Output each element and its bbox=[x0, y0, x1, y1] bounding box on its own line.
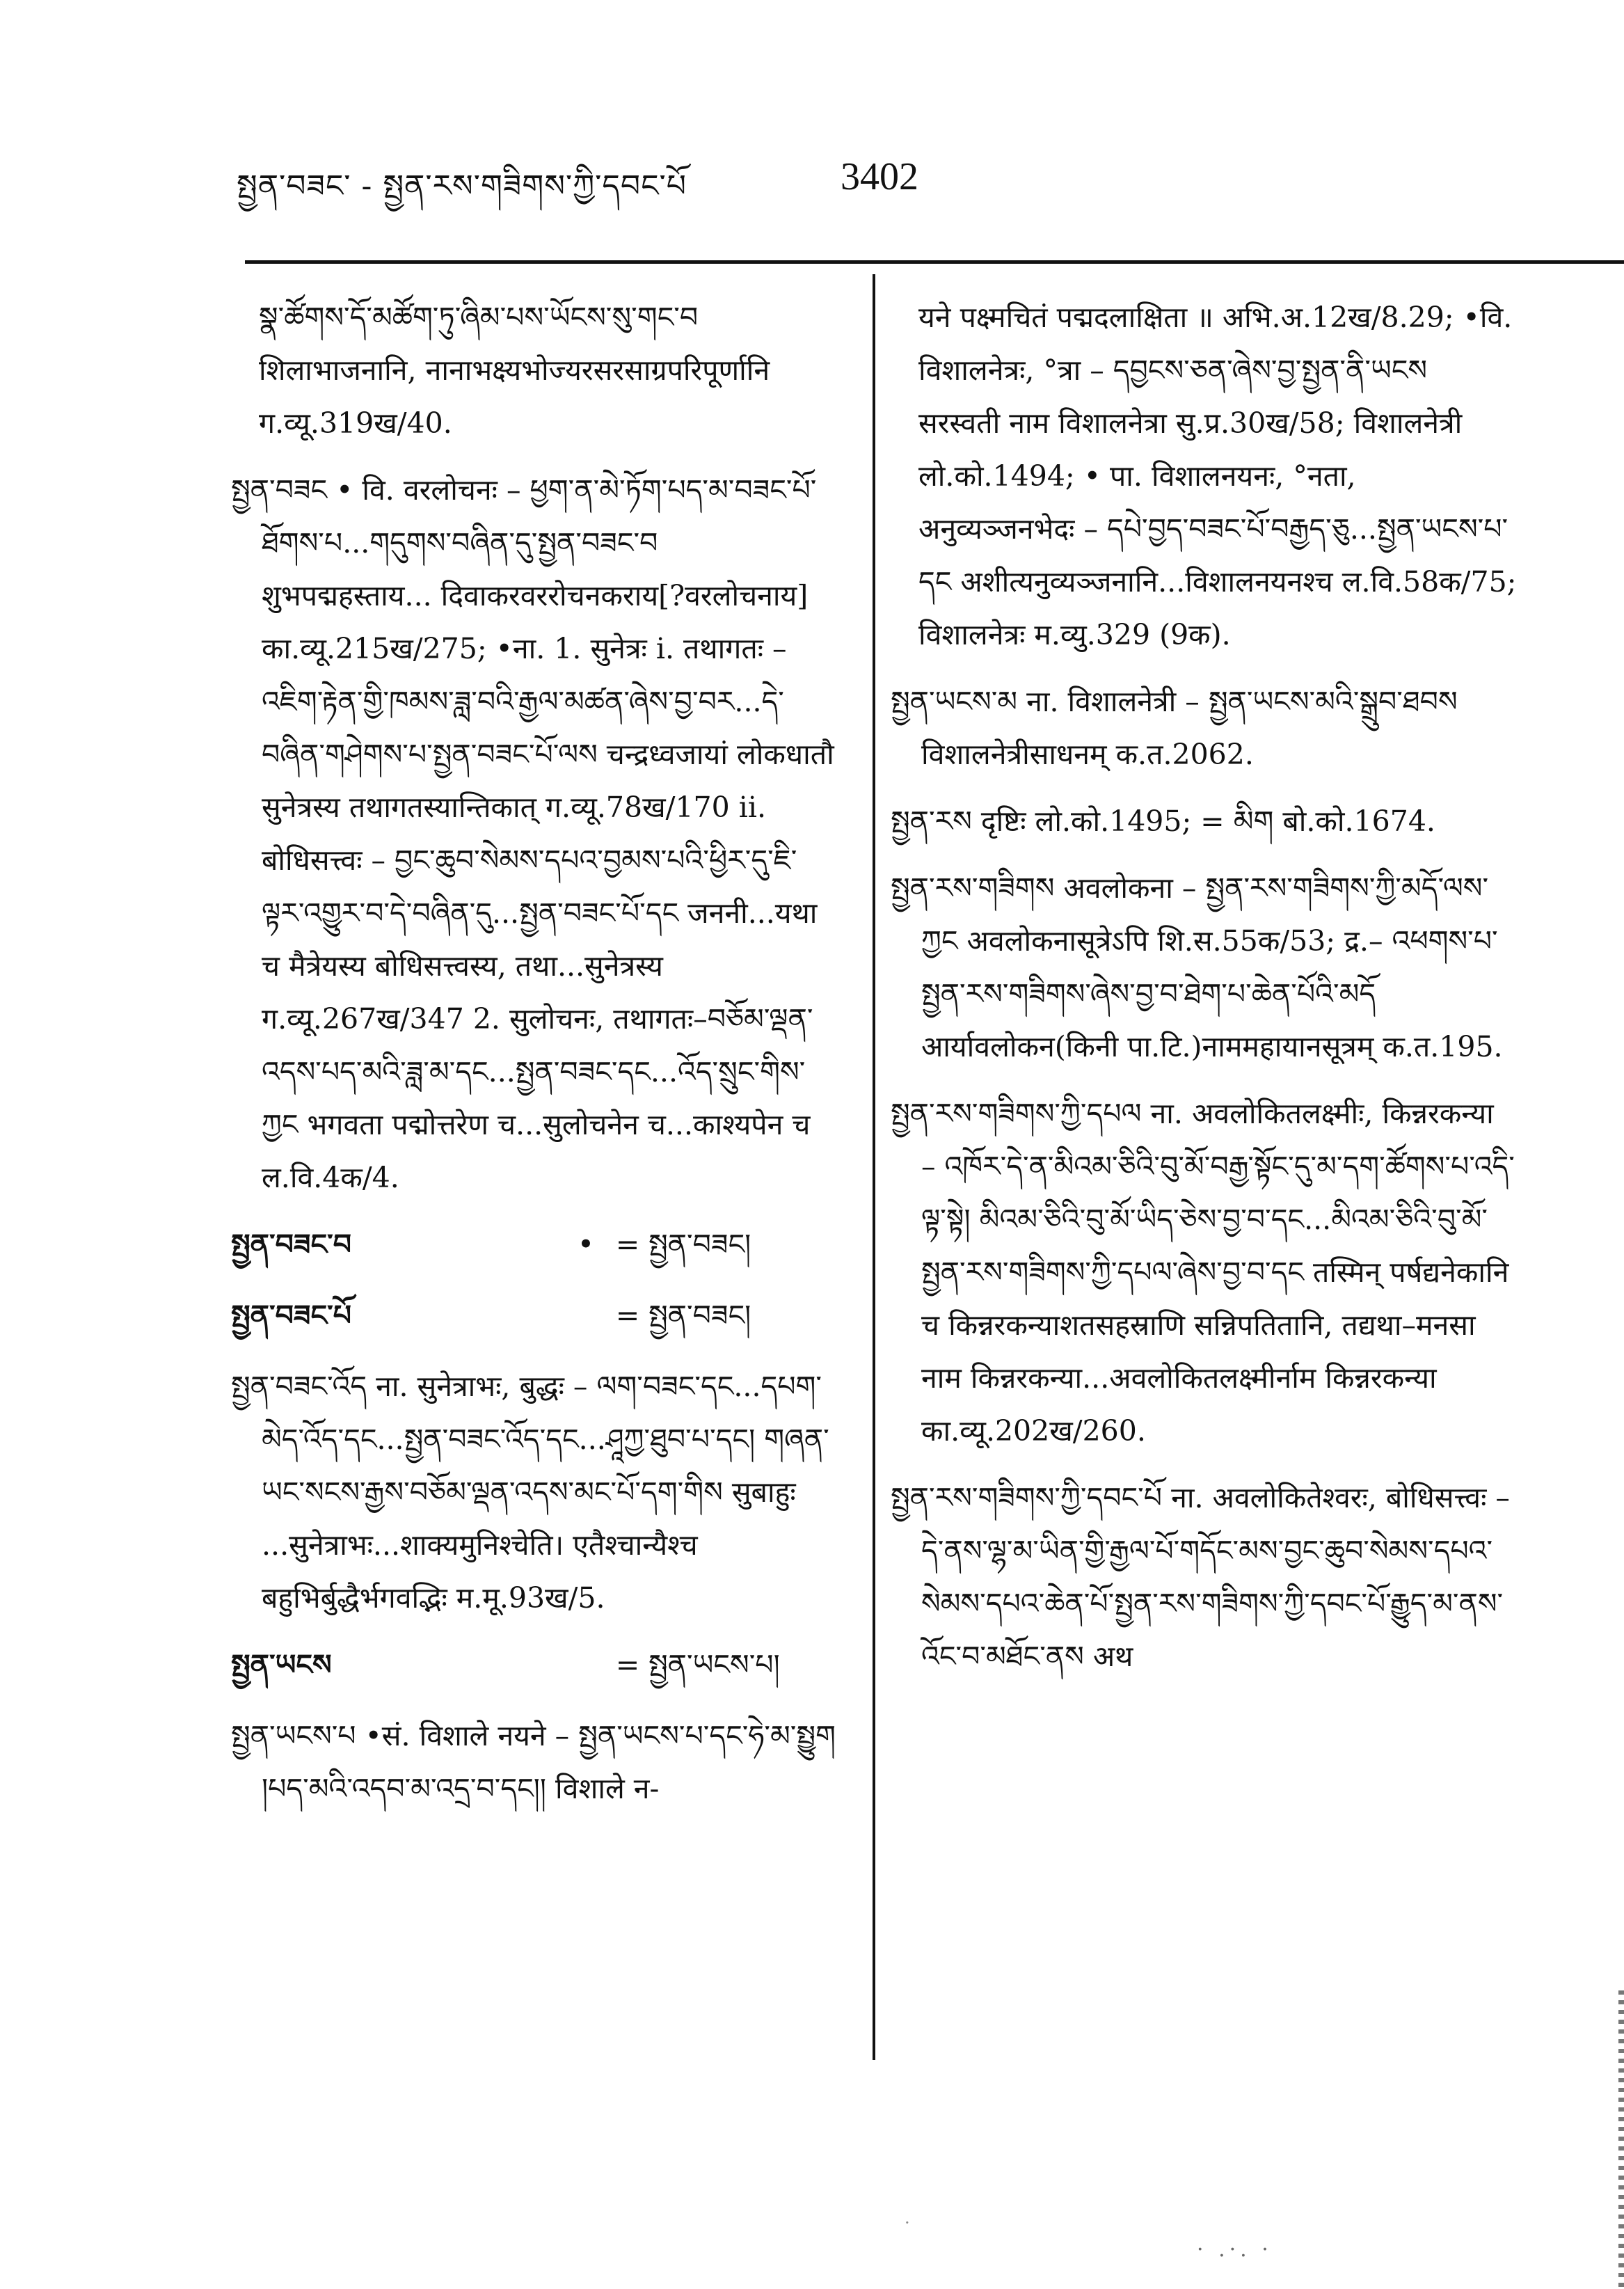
dictionary-entry: སྤྱན་རས་གཟིགས་ཀྱི་དཔལ ना. अवलोकितलक्ष्मीः, किन्नरकन्या – འཁོར་དེ་ན་མིའམ་ཅིའི་བུ་མོ་བརྒྱ་སྟོང་དུ་མ་དག་ཚོགས་པ་འདི་ལྟ་སྟེ། མིའམ་ཅིའི་བུ་མོ་ཡིད་ཅེས་བྱ་བ་དང...མིའམ་ཅིའི་བུ་མོ་སྤྱན་རས་གཟིགས་ཀྱི་དཔལ་ཞེས་བྱ་བ་དང तस्मिन् पर्षद्यनेकानि च किन्नरकन्याशतसहस्राणि सन्निपतितानि, तद्यथा–मनसा नाम किन्नरकन्या...अवलोकितलक्ष्मीर्नाम किन्नरकन्या का.व्यू.202ख/260. bbox=[891, 1097, 1515, 1448]
scan-specks: · .·. · bbox=[1197, 2237, 1273, 2262]
xref-equals: = bbox=[615, 1299, 640, 1332]
xref-target: སྤྱན་ཡངས་པ། bbox=[648, 1648, 780, 1681]
running-head: སྤྱན་བཟང་ - སྤྱན་རས་གཟིགས་ཀྱི་དབང་པོ bbox=[237, 168, 687, 204]
xref-target: སྤྱན་བཟང། bbox=[648, 1299, 751, 1332]
right-column bbox=[891, 291, 1517, 1697]
xref-bullet: • bbox=[577, 1228, 595, 1261]
continued-entry: སྣ་ཚོགས་དོ་མཚོག་ཏུ་ཞིམ་པས་ཡོངས་སུ་གང་བ शिलाभाजनानि, नानाभक्ष्यभोज्यरसरसाग्रपरिपूर्णानि ग.व्यू.319ख/40. bbox=[259, 301, 770, 440]
xref-headword: སྤྱན་བཟང་བ bbox=[231, 1228, 352, 1261]
dictionary-entry: སྤྱན་རས་གཟིགས་ཀྱི་དབང་པོ ना. अवलोकितेश्वरः, बोधिसत्त्वः – དེ་ནས་ལྷ་མ་ཡིན་གྱི་རྒྱལ་པོ་གདོང་མས་བྱང་ཆུབ་སེམས་དཔའ་སེམས་དཔའ་ཆེན་པོ་སྤྱན་རས་གཟིགས་ཀྱི་དབང་པོ་རྒྱུད་མ་ནས་འོང་བ་མཐོང་ནས अथ bbox=[891, 1481, 1510, 1673]
xref-headword: སྤྱན་བཟང་པོ bbox=[231, 1299, 352, 1332]
cross-reference bbox=[231, 1638, 836, 1691]
dictionary-entry: སྤྱན་ཡངས་མ ना. विशालनेत्री – སྤྱན་ཡངས་མའི་སྒྲུབ་ཐབས विशालनेत्रीसाधनम् क.त.2062. bbox=[891, 685, 1458, 771]
xref-target: སྤྱན་བཟང། bbox=[648, 1228, 751, 1261]
left-column bbox=[231, 291, 836, 1829]
header-rule bbox=[245, 260, 1624, 264]
dictionary-entry: སྤྱན་བཟང • वि. वरलोचनः – ཕྱག་ན་མེ་ཏོག་པད་མ་བཟང་པོ་ཐོགས་པ...གདུགས་བཞིན་དུ་སྤྱན་བཟང་བ शुभपद्महस्ताय... दिवाकरवररोचनकराय[?वरलोचनाय] का.व्यू.215ख/275; •ना. 1. सुनेत्रः i. तथागतः – འཇིག་རྟེན་གྱི་ཁམས་ཟླ་བའི་རྒྱལ་མཚན་ཞེས་བྱ་བར...དེ་བཞིན་གཤེགས་པ་སྤྱན་བཟང་པོ་ལས चन्द्रध्वजायां लोकधातौ सुनेत्रस्य तथागतस्यान्तिकात् ग.व्यू.78ख/170 ii. बोधिसत्त्वः – བྱང་ཆུབ་སེམས་དཔའ་བྱམས་པའི་ཕྱིར་དུ་ཇི་ལྟར་འགྱུར་བ་དེ་བཞིན་དུ...སྤྱན་བཟང་པོ་དང जननी...यथा च मैत्रेयस्य बोधिसत्त्वस्य, तथा...सुनेत्रस्य ग.व्यू.267ख/347 2. सुलोचनः, तथागतः–བཅོམ་ལྡན་འདས་པད་མའི་ཟླ་མ་དང...སྤྱན་བཟང་དང...འོད་སྲུང་གིས་ཀྱང भगवता पद्मोत्तरेण च...सुलोचनेन च...काश्यपेन च ल.वि.4क/4. bbox=[231, 473, 834, 1194]
cross-reference bbox=[231, 1289, 836, 1342]
scan-edge bbox=[1618, 1990, 1624, 2289]
scan-speck: · bbox=[905, 2213, 910, 2233]
dictionary-entry: སྤྱན་རས་གཟིགས अवलोकना – སྤྱན་རས་གཟིགས་ཀྱི་མདོ་ལས་ཀྱང अवलोकनासूत्रेऽपि शि.स.55क/53; द्र.– འཕགས་པ་སྤྱན་རས་གཟིགས་ཞེས་བྱ་བ་ཐེག་པ་ཆེན་པོའི་མདོ आर्यावलोकन(किनी पा.टि.)नाममहायानसूत्रम् क.त.195. bbox=[891, 871, 1503, 1063]
xref-equals: = bbox=[615, 1648, 640, 1681]
dictionary-entry: སྤྱན་ཡངས་པ •सं. विशाले नयने – སྤྱན་ཡངས་པ་དང་ཧེ་མ་སྤྱུག །པད་མའི་འདབ་མ་འདྲ་བ་དང།། विशाले न- bbox=[231, 1719, 836, 1805]
xref-equals: = bbox=[615, 1228, 640, 1261]
cross-reference bbox=[231, 1218, 836, 1271]
dictionary-entry: སྤྱན་རས दृष्टिः लो.को.1495; = མིག बो.को.1674. bbox=[891, 805, 1435, 838]
dictionary-entry: སྤྱན་བཟང་འོད ना. सुनेत्राभः, बुद्धः – ལག་བཟང་དང...དཔག་མེད་འོད་དང...སྤྱན་བཟང་འོད་དང...ཤཱཀྱ་ཐུབ་པ་དང། གཞན་ཡང་སངས་རྒྱས་བཅོམ་ལྡན་འདས་མང་པོ་དག་གིས सुबाहुः ...सुनेत्राभः...शाक्यमुनिश्चेति। एतैश्चान्यैश्च बहुभिर्बुद्धैर्भगवद्भिः म.मू.93ख/5. bbox=[231, 1370, 829, 1615]
page-number: 3402 bbox=[841, 155, 918, 198]
xref-headword: སྤྱན་ཡངས bbox=[231, 1648, 332, 1681]
column-divider bbox=[873, 274, 875, 2060]
continued-entry: यने पक्ष्मचितं पद्मदलाक्षिता ॥ अभि.अ.12ख/8.29; •वि. विशालनेत्रः, °त्रा – དབྱངས་ཅན་ཞེས་བྱ་སྤྱན་ནི་ཡངས सरस्वती नाम विशालनेत्रा सु.प्र.30ख/58; विशालनेत्री लो.को.1494; • पा. विशालनयनः, °नता, अनुव्यञ्जनभेदः – དཔེ་བྱད་བཟང་པོ་བརྒྱད་ཅུ...སྤྱན་ཡངས་པ་དང अशीत्यनुव्यञ्जनानि...विशालनयनश्च ल.वि.58क/75; विशालनेत्रः म.व्यु.329 (9क). bbox=[918, 301, 1517, 651]
